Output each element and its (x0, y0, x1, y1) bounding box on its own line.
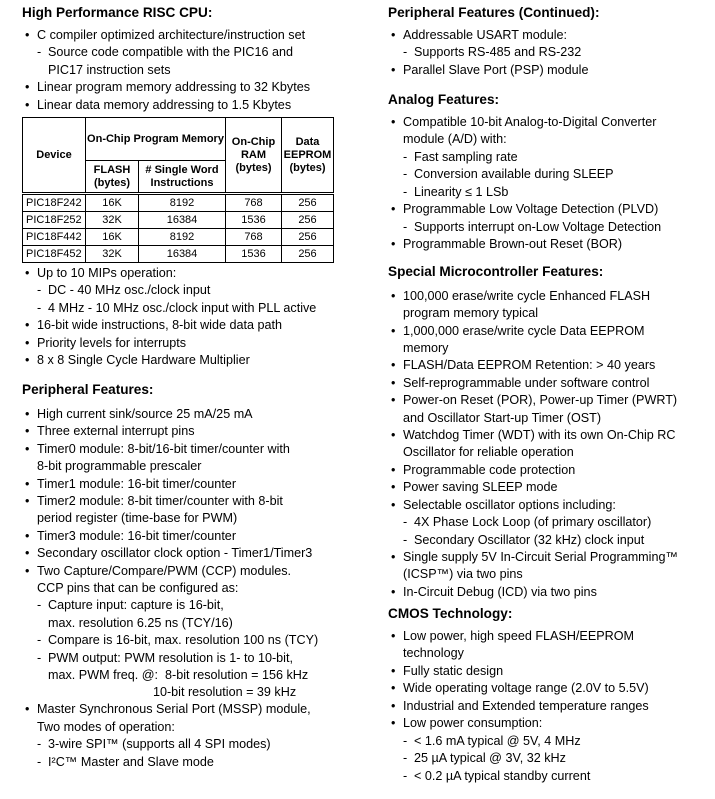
th-ram: On-Chip RAM (bytes) (226, 118, 282, 194)
item-line (388, 27, 589, 44)
heading-cpu: High Performance RISC CPU: (22, 5, 213, 20)
special-list (388, 288, 678, 601)
bullet-icon: • (25, 80, 30, 95)
item-text: Linearity ≤ 1 LSb (414, 184, 509, 199)
dash-icon: - (37, 300, 42, 315)
bullet-item (388, 375, 678, 392)
bullet-icon: • (391, 480, 396, 495)
bullet-icon: • (25, 441, 30, 456)
item-text: Timer3 module: 16-bit timer/counter (37, 528, 237, 543)
table-row (23, 246, 334, 263)
bullet-icon: • (391, 462, 396, 477)
item-line (388, 663, 649, 680)
bullet-icon: • (391, 629, 396, 643)
table-cell: 32K (86, 246, 139, 263)
bullet-icon: • (391, 358, 396, 373)
item-text: 10-bit resolution = 39 kHz (48, 684, 297, 699)
item-line (388, 497, 678, 514)
item-line (22, 510, 318, 527)
table-cell: 768 (226, 194, 282, 212)
heading-special: Special Microcontroller Features: (388, 264, 604, 279)
bullet-item (388, 628, 649, 662)
item-text: Timer0 module: 8-bit/16-bit timer/counter with (37, 441, 290, 456)
table-cell: 16384 (139, 212, 226, 229)
peripheral-continued-list (388, 27, 589, 79)
item-line (22, 736, 318, 753)
item-text: Supports RS-485 and RS-232 (414, 45, 582, 60)
sub-item (388, 733, 649, 750)
item-line (388, 715, 649, 732)
item-text: Programmable Brown-out Reset (BOR) (403, 237, 623, 252)
item-line (22, 528, 318, 545)
item-line (388, 340, 678, 357)
device-table (22, 117, 334, 263)
bullet-icon: • (25, 528, 30, 543)
item-line (388, 131, 661, 148)
bullet-item (388, 427, 678, 461)
item-line (22, 282, 316, 299)
item-line (22, 423, 318, 440)
item-text: 1,000,000 erase/write cycle Data EEPROM (403, 323, 645, 338)
bullet-icon: • (25, 494, 30, 509)
th-single-word: # Single Word Instructions (139, 161, 226, 194)
bullet-item (388, 497, 678, 514)
item-line (22, 701, 318, 718)
item-line (22, 406, 318, 423)
item-line (388, 514, 678, 531)
dash-icon: - (37, 598, 42, 613)
bullet-icon: • (25, 266, 30, 280)
bullet-icon: • (391, 28, 396, 42)
dash-icon: - (37, 633, 42, 648)
item-text: Source code compatible with the PIC16 and (48, 45, 294, 60)
item-line (22, 300, 316, 317)
bullet-item (388, 549, 678, 583)
item-line (388, 114, 661, 131)
item-text: 4 MHz - 10 MHz osc./clock input with PLL active (48, 300, 317, 315)
item-text: Timer2 module: 8-bit timer/counter with 8-bit (37, 494, 283, 509)
bullet-icon: • (391, 202, 396, 217)
item-line (388, 549, 678, 566)
bullet-item (388, 323, 678, 357)
item-line (388, 62, 589, 79)
item-line (22, 493, 318, 510)
bullet-icon: • (391, 497, 396, 512)
bullet-item (22, 476, 318, 493)
item-text: 8 x 8 Single Cycle Hardware Multiplier (37, 353, 250, 368)
table-row (23, 212, 334, 229)
dash-icon: - (403, 751, 408, 766)
sub-item (388, 750, 649, 767)
peripheral-list (22, 406, 318, 771)
item-line (388, 768, 649, 785)
item-line (388, 184, 661, 201)
item-text: Watchdog Timer (WDT) with its own On-Chip RC (403, 427, 676, 442)
bullet-icon: • (391, 550, 396, 565)
item-line (22, 335, 316, 352)
item-text: 25 µA typical @ 3V, 32 kHz (414, 751, 566, 766)
sub-item (388, 514, 678, 531)
table-cell: 8192 (139, 194, 226, 212)
heading-analog: Analog Features: (388, 92, 500, 107)
item-line (388, 532, 678, 549)
bullet-item (22, 493, 318, 527)
item-line (22, 97, 310, 114)
item-text: C compiler optimized architecture/instruction set (37, 28, 306, 42)
item-text: Fully static design (403, 663, 504, 678)
bullet-icon: • (391, 375, 396, 390)
dash-icon: - (37, 650, 42, 665)
item-line (388, 566, 678, 583)
item-text: Addressable USART module: (403, 28, 568, 42)
bullet-item (22, 406, 318, 423)
sub-item (388, 149, 661, 166)
item-text: 16-bit wide instructions, 8-bit wide data path (37, 318, 283, 333)
item-text: Up to 10 MIPs operation: (37, 266, 177, 280)
item-text: PIC17 instruction sets (48, 62, 171, 77)
table-cell: 256 (282, 194, 334, 212)
item-line (388, 375, 678, 392)
item-line (388, 750, 649, 767)
item-text: Conversion available during SLEEP (414, 167, 614, 182)
item-text: Capture input: capture is 16-bit, (48, 598, 224, 613)
bullet-icon: • (391, 427, 396, 442)
item-text: (ICSP™) via two pins (403, 567, 523, 582)
bullet-icon: • (25, 407, 30, 421)
dash-icon: - (37, 45, 42, 60)
item-text: Two modes of operation: (37, 719, 175, 734)
dash-icon: - (37, 754, 42, 769)
item-line (22, 545, 318, 562)
bullet-icon: • (391, 115, 396, 129)
bullet-item (22, 563, 318, 597)
table-cell: 256 (282, 229, 334, 246)
bullet-item (22, 317, 316, 334)
bullet-item (388, 584, 678, 601)
item-text: Secondary Oscillator (32 kHz) clock input (414, 532, 645, 547)
item-line (388, 323, 678, 340)
bullet-item (388, 114, 661, 148)
item-text: Low power consumption: (403, 716, 543, 731)
bullet-icon: • (25, 97, 30, 112)
item-text: Fast sampling rate (414, 149, 518, 164)
item-text: technology (403, 646, 464, 661)
dash-icon: - (403, 515, 408, 530)
item-text: Three external interrupt pins (37, 424, 195, 439)
table-cell: 16K (86, 194, 139, 212)
bullet-item (388, 462, 678, 479)
cmos-list (388, 628, 649, 785)
item-text: FLASH/Data EEPROM Retention: > 40 years (403, 358, 656, 373)
sub-item (22, 632, 318, 649)
item-line (388, 444, 678, 461)
item-text: Linear data memory addressing to 1.5 Kbytes (37, 97, 292, 112)
item-text: Single supply 5V In-Circuit Serial Programming™ (403, 550, 679, 565)
dash-icon: - (403, 733, 408, 748)
bullet-item (22, 97, 310, 114)
dash-icon: - (37, 737, 42, 752)
item-line (22, 650, 318, 667)
table-cell: 256 (282, 246, 334, 263)
item-line (388, 149, 661, 166)
th-program-memory: On-Chip Program Memory (86, 118, 226, 161)
item-line (388, 628, 649, 645)
item-line (388, 680, 649, 697)
item-text: DC - 40 MHz osc./clock input (48, 283, 211, 298)
analog-list (388, 114, 661, 254)
bullet-item (388, 288, 678, 322)
item-text: period register (time-base for PWM) (37, 511, 238, 526)
item-line (388, 201, 661, 218)
item-line (22, 684, 318, 701)
bullet-icon: • (391, 716, 396, 731)
item-line (388, 584, 678, 601)
item-text: Selectable oscillator options including: (403, 497, 616, 512)
item-line (22, 580, 318, 597)
bullet-item (22, 79, 310, 96)
sub-item (388, 44, 589, 61)
item-line (388, 392, 678, 409)
table-cell: 768 (226, 229, 282, 246)
bullet-icon: • (25, 318, 30, 333)
bullet-item (22, 441, 318, 475)
item-text: Parallel Slave Port (PSP) module (403, 62, 589, 77)
dash-icon: - (37, 283, 42, 298)
item-line (388, 479, 678, 496)
sub-item (388, 532, 678, 549)
item-line (388, 166, 661, 183)
table-cell: PIC18F242 (23, 194, 86, 212)
item-text: Linear program memory addressing to 32 Kbytes (37, 80, 310, 95)
item-line (22, 44, 310, 61)
table-cell: 16K (86, 229, 139, 246)
item-text: Priority levels for interrupts (37, 335, 187, 350)
item-line (22, 667, 318, 684)
bullet-icon: • (391, 62, 396, 77)
item-text: Supports interrupt on-Low Voltage Detection (414, 219, 662, 234)
table-cell: 32K (86, 212, 139, 229)
table-cell: 8192 (139, 229, 226, 246)
sub-item (22, 754, 318, 771)
item-text: High current sink/source 25 mA/25 mA (37, 407, 253, 421)
dash-icon: - (403, 219, 408, 234)
item-text: Power-on Reset (POR), Power-up Timer (PWRT) (403, 393, 678, 408)
item-line (22, 317, 316, 334)
item-line (22, 754, 318, 771)
item-text: CCP pins that can be configured as: (37, 580, 239, 595)
sub-item (22, 300, 316, 317)
item-line (22, 79, 310, 96)
heading-cmos: CMOS Technology: (388, 606, 513, 621)
bullet-icon: • (25, 702, 30, 717)
bullet-item (388, 479, 678, 496)
bullet-item (22, 352, 316, 369)
item-text: Power saving SLEEP mode (403, 480, 558, 495)
dash-icon: - (403, 149, 408, 164)
item-text: Self-reprogrammable under software control (403, 375, 650, 390)
dash-icon: - (403, 167, 408, 182)
item-line (388, 305, 678, 322)
item-line (388, 236, 661, 253)
item-text: Timer1 module: 16-bit timer/counter (37, 476, 237, 491)
item-line (388, 462, 678, 479)
bullet-icon: • (25, 28, 30, 42)
item-line (22, 597, 318, 614)
bullet-item (388, 392, 678, 426)
item-text: < 1.6 mA typical @ 5V, 4 MHz (414, 733, 581, 748)
item-line (22, 62, 310, 79)
bullet-item (388, 715, 649, 732)
bullet-icon: • (391, 698, 396, 713)
th-eeprom: Data EEPROM (bytes) (282, 118, 334, 194)
bullet-item (388, 27, 589, 44)
item-text: Programmable code protection (403, 462, 576, 477)
table-cell: PIC18F442 (23, 229, 86, 246)
th-device: Device (23, 118, 86, 194)
sub-item (22, 44, 310, 78)
item-text: Secondary oscillator clock option - Timer1/Timer3 (37, 546, 313, 561)
table-cell: 16384 (139, 246, 226, 263)
bullet-item (388, 663, 649, 680)
bullet-icon: • (391, 237, 396, 252)
bullet-item (22, 528, 318, 545)
bullet-item (22, 265, 316, 282)
item-line (388, 733, 649, 750)
item-line (388, 44, 589, 61)
bullet-item (388, 236, 661, 253)
item-text: PWM output: PWM resolution is 1- to 10-bit, (48, 650, 293, 665)
item-text: < 0.2 µA typical standby current (414, 768, 591, 783)
sub-item (22, 650, 318, 702)
sub-item (22, 282, 316, 299)
item-text: 3-wire SPI™ (supports all 4 SPI modes) (48, 737, 271, 752)
item-line (22, 458, 318, 475)
item-text: and Oscillator Start-up Timer (OST) (403, 410, 602, 425)
item-text: Oscillator for reliable operation (403, 445, 574, 460)
cpu-list (22, 27, 310, 114)
bullet-item (22, 545, 318, 562)
item-text: Two Capture/Compare/PWM (CCP) modules. (37, 563, 292, 578)
item-text: Industrial and Extended temperature ranges (403, 698, 649, 713)
bullet-icon: • (391, 289, 396, 303)
item-line (388, 357, 678, 374)
bullet-icon: • (25, 476, 30, 491)
bullet-icon: • (25, 546, 30, 561)
item-text: program memory typical (403, 306, 539, 321)
bullet-item (22, 335, 316, 352)
bullet-icon: • (25, 335, 30, 350)
item-line (22, 615, 318, 632)
bullet-icon: • (391, 323, 396, 338)
bullet-icon: • (391, 663, 396, 678)
bullet-item (388, 680, 649, 697)
table-cell: PIC18F452 (23, 246, 86, 263)
heading-peripheral-continued: Peripheral Features (Continued): (388, 5, 600, 20)
bullet-icon: • (391, 393, 396, 408)
item-line (22, 441, 318, 458)
cpu-list-2 (22, 265, 316, 370)
item-line (22, 352, 316, 369)
sub-item (22, 736, 318, 753)
item-line (388, 410, 678, 427)
item-text: 4X Phase Lock Loop (of primary oscillator) (414, 515, 652, 530)
item-line (22, 476, 318, 493)
table-cell: 1536 (226, 212, 282, 229)
item-text: 100,000 erase/write cycle Enhanced FLASH (403, 289, 651, 303)
table-cell: PIC18F252 (23, 212, 86, 229)
item-text: max. resolution 6.25 ns (TCY/16) (48, 615, 233, 630)
bullet-item (388, 698, 649, 715)
item-line (388, 427, 678, 444)
bullet-icon: • (391, 584, 396, 599)
item-text: 8-bit programmable prescaler (37, 459, 202, 474)
item-line (388, 219, 661, 236)
sub-item (388, 768, 649, 785)
heading-peripheral: Peripheral Features: (22, 382, 154, 397)
item-line (22, 27, 310, 44)
item-text: module (A/D) with: (403, 132, 507, 147)
bullet-icon: • (25, 353, 30, 368)
bullet-item (388, 357, 678, 374)
sub-item (388, 219, 661, 236)
item-text: max. PWM freq. @: 8-bit resolution = 156 kHz (48, 667, 309, 682)
th-flash: FLASH (bytes) (86, 161, 139, 194)
item-text: Low power, high speed FLASH/EEPROM (403, 629, 634, 643)
item-text: In-Circuit Debug (ICD) via two pins (403, 584, 597, 599)
item-line (22, 719, 318, 736)
bullet-icon: • (25, 424, 30, 439)
bullet-icon: • (25, 563, 30, 578)
item-text: Master Synchronous Serial Port (MSSP) module, (37, 702, 311, 717)
table-cell: 1536 (226, 246, 282, 263)
item-line (388, 645, 649, 662)
item-text: I²C™ Master and Slave mode (48, 754, 214, 769)
sub-item (388, 166, 661, 183)
item-text: Wide operating voltage range (2.0V to 5.5V) (403, 681, 649, 696)
table-cell: 256 (282, 212, 334, 229)
bullet-item (22, 27, 310, 44)
table-row (23, 229, 334, 246)
bullet-item (22, 701, 318, 735)
dash-icon: - (403, 532, 408, 547)
item-line (22, 563, 318, 580)
item-line (388, 288, 678, 305)
item-text: Compare is 16-bit, max. resolution 100 ns (TCY) (48, 633, 319, 648)
sub-item (388, 184, 661, 201)
bullet-icon: • (391, 681, 396, 696)
item-line (22, 632, 318, 649)
item-line (388, 698, 649, 715)
sub-item (22, 597, 318, 631)
bullet-item (388, 62, 589, 79)
dash-icon: - (403, 45, 408, 60)
item-text: Compatible 10-bit Analog-to-Digital Converter (403, 115, 657, 129)
dash-icon: - (403, 768, 408, 783)
bullet-item (22, 423, 318, 440)
bullet-item (388, 201, 661, 218)
item-text: Programmable Low Voltage Detection (PLVD) (403, 202, 659, 217)
dash-icon: - (403, 184, 408, 199)
item-text: memory (403, 340, 449, 355)
item-line (22, 265, 316, 282)
table-row (23, 194, 334, 212)
